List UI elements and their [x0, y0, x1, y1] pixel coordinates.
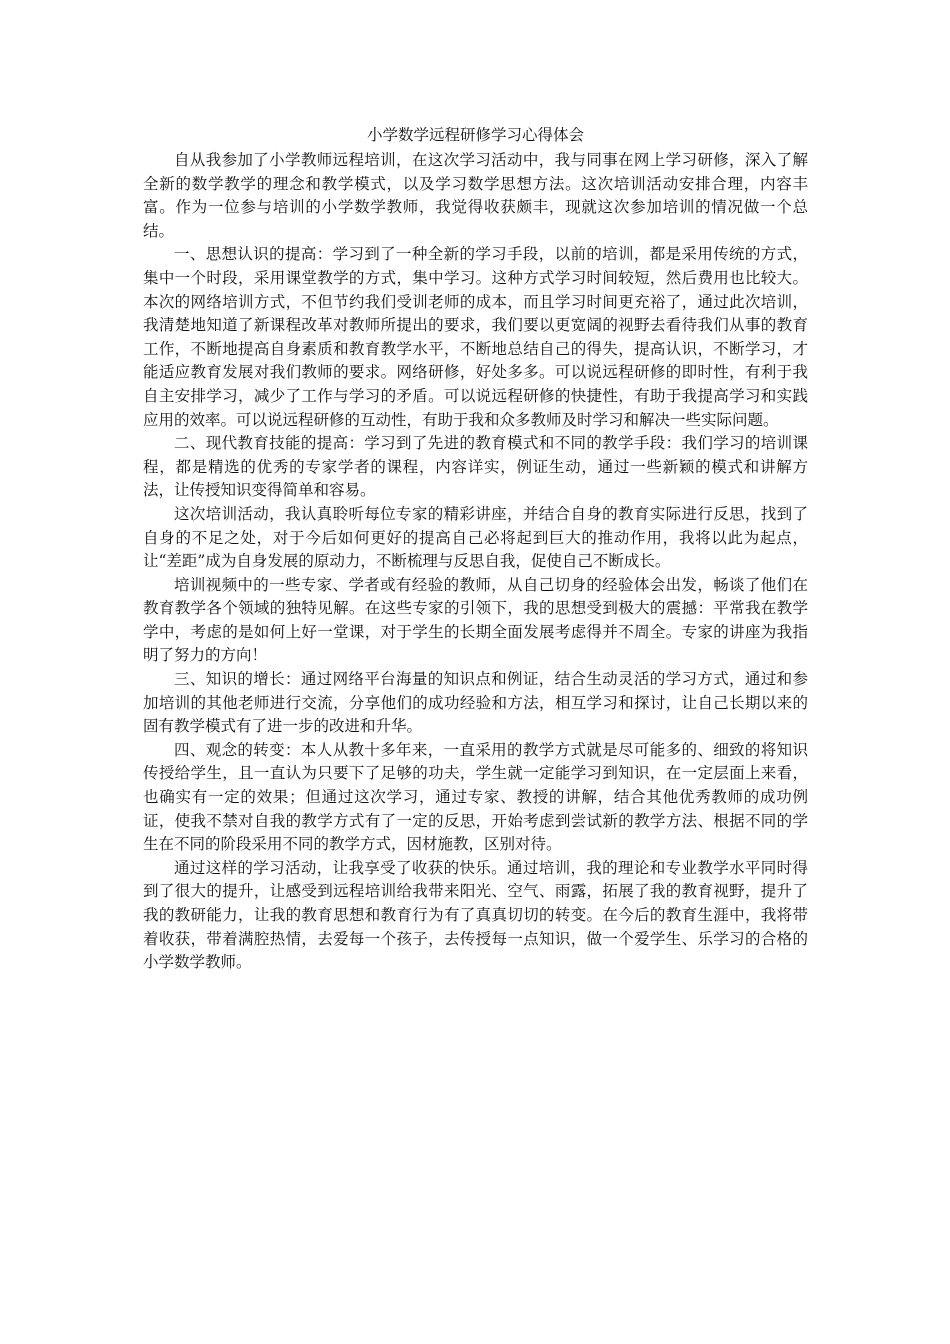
paragraph-section-2: 二、现代教育技能的提高：学习到了先进的教育模式和不同的教学手段：我们学习的培训课程，都是精选的优秀的专家学者的课程，内容详实，例证生动，通过一些新颖的模式和讲解方法，让传授知识变得简单和容易。 — [143, 434, 808, 500]
paragraph-intro: 自从我参加了小学教师远程培训，在这次学习活动中，我与同事在网上学习研修，深入了解全新的数学教学的理念和教学模式，以及学习数学思想方法。这次培训活动安排合理，内容丰富。作为一位参与培训的小学数学教师，我觉得收获颇丰，现就这次参加培训的情况做一个总结。 — [143, 151, 808, 240]
paragraph-experts: 培训视频中的一些专家、学者或有经验的教师，从自己切身的经验体会出发，畅谈了他们在教育教学各个领域的独特见解。在这些专家的引领下，我的思想受到极大的震撼：平常我在教学学中，考虑的是如何上好一堂课，对于学生的长期全面发展考虑得并不周全。专家的讲座为我指明了努力的方向！ — [143, 575, 808, 665]
paragraph-section-4: 四、观念的转变：本人从教十多年来，一直采用的教学方式就是尽可能多的、细致的将知识传授给学生，且一直认为只要下了足够的功夫，学生就一定能学习到知识，在一定层面上来看，也确实有一定的效果；但通过这次学习，通过专家、教授的讲解，结合其他优秀教师的成功例证，使我不禁对自我的教学方式有了一定的反思，开始考虑到尝试新的教学方法、根据不同的学生在不同的阶段采用不同的教学方式，因材施教，区别对待。 — [143, 740, 808, 854]
document-title: 小学数学远程研修学习心得体会 — [366, 126, 584, 144]
document-body — [143, 124, 808, 975]
paragraph-section-1: 一、思想认识的提高：学习到了一种全新的学习手段，以前的培训，都是采用传统的方式，集中一个时段，采用课堂教学的方式，集中学习。这种方式学习时间较短，然后费用也比较大。本次的网络培训方式，不但节约我们受训老师的成本，而且学习时间更充裕了，通过此次培训，我清楚地知道了新课程改革对教师所提出的要求，我们要以更宽阔的视野去看待我们从事的教育工作，不断地提高自身素质和教育教学水平，不断地总结自己的得失，提高认识，不断学习，才能适应教育发展对我们教师的要求。网络研修，好处多多。可以说远程研修的即时性，有利于我自主安排学习，减少了工作与学习的矛盾。可以说远程研修的快捷性，有助于我提高学习和实践应用的效率。可以说远程研修的互动性，有助于我和众多教师及时学习和解决一些实际问题。 — [143, 245, 808, 429]
paragraph-reflection: 这次培训活动，我认真聆听每位专家的精彩讲座，并结合自身的教育实际进行反思，找到了自身的不足之处，对于今后如何更好的提高自己必将起到巨大的推动作用，我将以此为起点，让“差距”成为自身发展的原动力，不断梳理与反思自我，促使自己不断成长。 — [143, 504, 808, 571]
paragraph-conclusion: 通过这样的学习活动，让我享受了收获的快乐。通过培训，我的理论和专业教学水平同时得到了很大的提升，让感受到远程培训给我带来阳光、空气、雨露，拓展了我的教育视野，提升了我的教研能力，让我的教育思想和教育行为有了真真切切的转变。在今后的教育生涯中，我将带着收获，带着满腔热情，去爱每一个孩子，去传授每一点知识，做一个爱学生、乐学习的合格的小学数学教师。 — [143, 858, 808, 972]
paragraph-section-3: 三、知识的增长：通过网络平台海量的知识点和例证，结合生动灵活的学习方式，通过和参加培训的其他老师进行交流，分享他们的成功经验和方法，相互学习和探讨，让自己长期以来的固有教学模式有了进一步的改进和升华。 — [143, 670, 808, 736]
